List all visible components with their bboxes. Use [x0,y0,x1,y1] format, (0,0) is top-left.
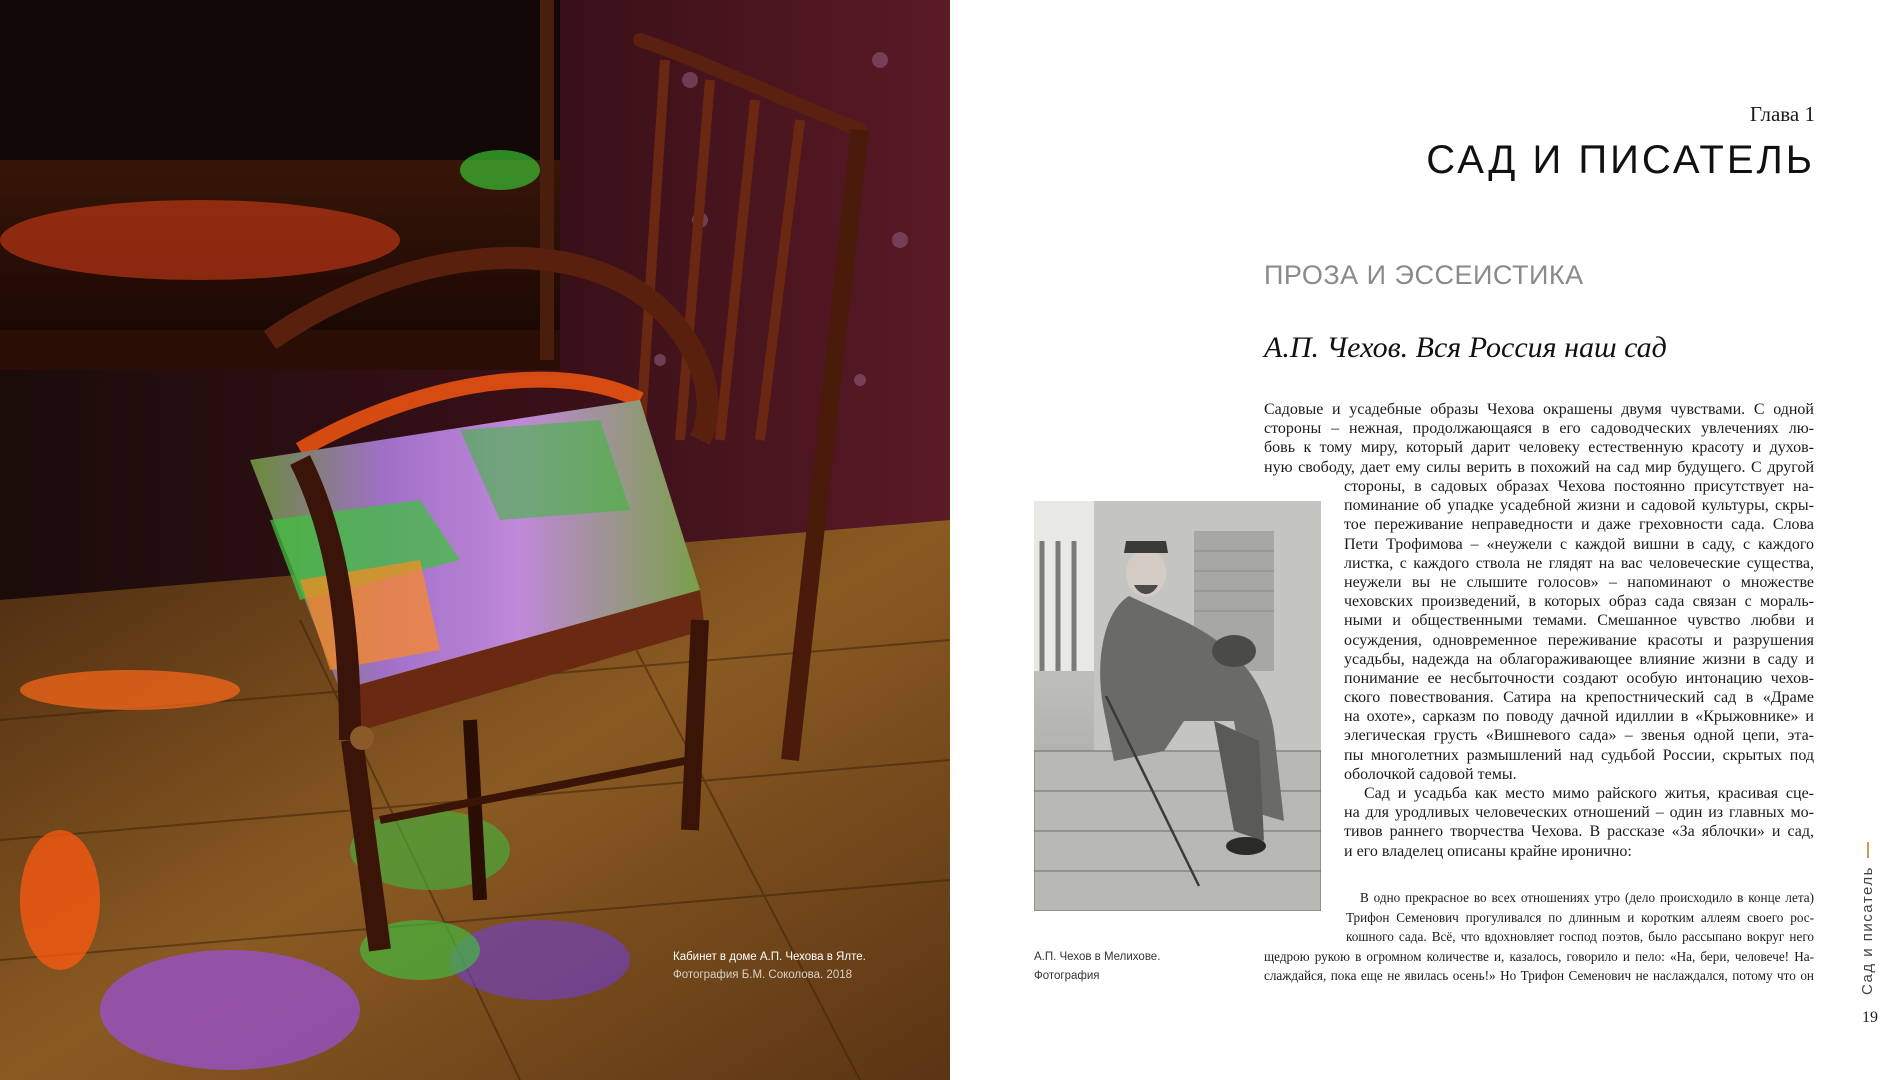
body-line: ными и общественными темами. Смешанное чувство любви и [1344,612,1814,630]
page-number: 19 [1862,1009,1878,1026]
quote-line: слаждайся, пока еще не явилась осень!» Но Трифон Семенович не наслаждался, потому что он [1264,968,1814,983]
body-line: неужели вы не слышите голосов» – напоминают о множестве [1344,573,1814,591]
quote-block [1264,888,1814,986]
chair-photo [0,0,950,1080]
portrait-caption-type: Фотография [1034,970,1100,982]
portrait-caption [1034,948,1160,986]
body-line: Сад и усадьба как место мимо райского житья, красивая сце- [1364,785,1814,802]
body-line: и его владелец описаны крайне иронично: [1344,842,1632,860]
quote-line: Трифон Семенович прогуливался по длинным и коротким аллеям своего рос- [1346,909,1814,925]
body-line: элегическая грусть «Вишневого сада» – звенья одной цепи, эта- [1344,727,1814,745]
running-head: Сад и писатель [1859,866,1876,995]
quote-line: щедрою рукою в огромном количестве и, казалось, говорило и пело: «На, бери, человече! На- [1264,948,1814,964]
photo-caption [673,948,933,984]
body-line: пы многолетних размышлений над судьбой России, скрытых под [1344,746,1814,764]
body-line: тивов раннего творчества Чехова. В рассказе «За яблочки» и сад, [1344,823,1814,841]
body-line: осуждения, одновременное переживание красоты и разрушения [1344,631,1814,649]
body-line: Пети Трофимова – «неужели с каждой вишни в саду, с каждого [1344,535,1814,553]
body-line: на для уродливых человеческих отношений – один из главных мо- [1344,804,1814,822]
portrait-caption-title: А.П. Чехов в Мелихове. [1034,951,1161,963]
body-line: Садовые и усадебные образы Чехова окрашены двумя чувствами. С одной [1264,401,1814,418]
chapter-label: Глава 1 [1749,102,1815,126]
section-title: ПРОЗА И ЭССЕИСТИКА [1264,260,1584,290]
body-line: понимание ее несбыточности создают особую интонацию чехов- [1344,669,1814,687]
body-line: стороны, в садовых образах Чехова постоянно присутствует на- [1344,478,1814,495]
photo-caption-credit: Фотография Б.М. Соколова. 2018 [673,969,853,981]
body-line: на охоте», сарказм по поводу дачной идиллии в «Крыжовнике» и [1344,708,1814,726]
photo-caption-title: Кабинет в доме А.П. Чехова в Ялте. [673,951,866,963]
quote-line: кошного сада. Всё, что вдохновляет господ поэтов, было рассыпано вокруг него [1346,929,1814,944]
body-line: стороны – нежная, продолжающаяся в его садоводческих увлечениях лю- [1264,420,1814,438]
body-line: тое переживание неправедности и даже греховности сада. Слова [1344,516,1814,534]
body-line: ную свободу, дает ему силы верить в похожий на сад мир будущего. С другой [1264,458,1814,476]
body-line: поминание об упадке усадебной жизни и садовой культуры, скры- [1344,497,1814,515]
body-line: ского повествования. Сатира на крепостнический сад в «Драме [1344,689,1814,707]
chapter-title: САД И ПИСАТЕЛЬ [1426,138,1815,182]
body-line: листка, с каждого ствола не глядят на вас человеческие существа, [1344,554,1814,572]
article-title: А.П. Чехов. Вся Россия наш сад [1264,331,1667,364]
right-page-text [950,0,1901,1080]
body-text-wrapped [1344,477,1814,861]
body-text-top [1264,400,1814,477]
body-line: оболочкой садовой темы. [1344,765,1517,783]
quote-line: В одно прекрасное во всех отношениях утро (дело происходило в конце лета) [1360,890,1814,905]
body-line: усадьбы, надежда на облагораживающее влияние жизни в саду и [1344,650,1814,668]
body-line: бовь к тому миру, который дарит человеку естественную красоту и духов- [1264,439,1814,457]
chekhov-portrait-photo [1034,501,1321,911]
body-line: чеховских произведений, в которых образ сада связан с мораль- [1344,593,1814,611]
left-page-photo [0,0,950,1080]
